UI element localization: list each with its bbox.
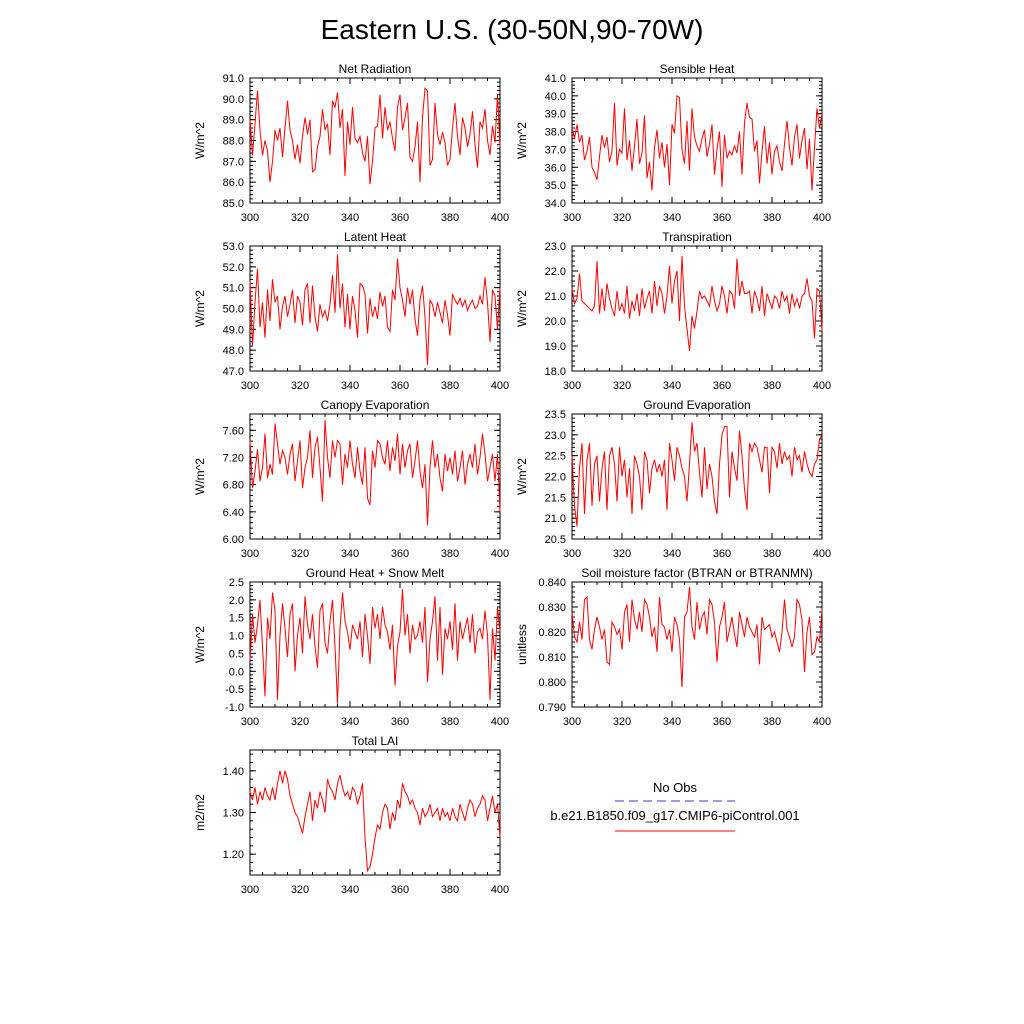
- chart-title: Soil moisture factor (BTRAN or BTRANMN): [581, 566, 813, 580]
- y-tick-label: 91.0: [222, 73, 244, 85]
- x-tick-label: 380: [440, 716, 460, 728]
- y-axis-label: W/m^2: [193, 290, 207, 327]
- y-tick-label: 2.0: [228, 594, 244, 607]
- x-tick-label: 300: [240, 380, 260, 392]
- y-axis-label: m2/m2: [193, 794, 207, 831]
- x-tick-label: 320: [612, 716, 632, 728]
- y-tick-label: 88.0: [222, 135, 244, 148]
- y-tick-label: 0.830: [538, 602, 566, 614]
- x-tick-label: 340: [340, 212, 360, 224]
- x-tick-label: 320: [290, 212, 310, 224]
- y-tick-label: 1.0: [228, 630, 244, 643]
- chart-title: Sensible Heat: [659, 62, 735, 76]
- x-tick-label: 340: [662, 548, 682, 560]
- chart-panel: [193, 230, 509, 392]
- series-line: [572, 256, 822, 351]
- y-tick-label: 0.0: [228, 666, 244, 679]
- y-tick-label: 7.20: [222, 452, 244, 465]
- y-tick-label: 0.5: [228, 648, 244, 661]
- x-tick-label: 380: [440, 548, 460, 560]
- y-tick-label: 0.840: [538, 577, 566, 589]
- y-axis-label: W/m^2: [193, 458, 207, 495]
- x-tick-label: 340: [662, 380, 682, 392]
- x-tick-label: 360: [712, 716, 732, 728]
- y-tick-label: -0.5: [225, 684, 244, 697]
- series-line: [250, 771, 500, 871]
- x-tick-label: 320: [290, 716, 310, 728]
- x-tick-label: 400: [490, 884, 510, 896]
- x-tick-label: 340: [340, 380, 360, 392]
- legend-obs-label: No Obs: [652, 780, 698, 795]
- y-tick-label: 22.5: [544, 450, 566, 463]
- x-tick-label: 360: [712, 380, 732, 392]
- y-tick-label: 49.0: [222, 324, 244, 337]
- y-tick-label: 0.790: [538, 702, 566, 714]
- legend: [550, 780, 799, 831]
- chart-panel: [193, 62, 509, 224]
- x-tick-label: 340: [340, 716, 360, 728]
- chart-title: Transpiration: [662, 230, 732, 244]
- x-tick-label: 320: [612, 380, 632, 392]
- y-tick-label: 86.0: [222, 177, 244, 190]
- y-tick-label: 51.0: [222, 282, 244, 295]
- y-tick-label: 1.30: [222, 807, 244, 820]
- chart-panel: [193, 734, 509, 896]
- chart-title: Net Radiation: [338, 62, 412, 76]
- y-tick-label: 1.5: [228, 612, 244, 625]
- chart-panel: [193, 398, 509, 560]
- series-line: [572, 422, 822, 526]
- y-tick-label: 1.20: [222, 849, 244, 862]
- x-tick-label: 380: [762, 212, 782, 224]
- chart-title: Canopy Evaporation: [320, 398, 430, 412]
- chart-panel: [515, 230, 831, 392]
- y-tick-label: 20.0: [544, 316, 566, 328]
- y-tick-label: 53.0: [222, 241, 244, 253]
- y-tick-label: 2.5: [228, 577, 244, 589]
- x-tick-label: 400: [490, 212, 510, 224]
- y-tick-label: 41.0: [544, 73, 566, 85]
- plot-frame: [250, 414, 500, 539]
- x-tick-label: 400: [812, 380, 832, 392]
- figure-title: Eastern U.S. (30-50N,90-70W): [320, 14, 704, 45]
- chart-panel: [515, 566, 831, 728]
- y-tick-label: 52.0: [222, 261, 244, 274]
- y-axis-label: W/m^2: [515, 122, 529, 159]
- y-tick-label: 39.0: [544, 108, 566, 121]
- y-tick-label: 36.0: [544, 162, 566, 175]
- y-tick-label: 20.5: [544, 534, 566, 546]
- x-tick-label: 380: [440, 212, 460, 224]
- x-tick-label: 300: [562, 548, 582, 560]
- chart-title: Latent Heat: [343, 230, 407, 244]
- x-tick-label: 320: [612, 548, 632, 560]
- x-tick-label: 380: [440, 380, 460, 392]
- plot-frame: [250, 582, 500, 707]
- y-tick-label: 23.5: [544, 409, 566, 421]
- x-tick-label: 300: [562, 380, 582, 392]
- x-tick-label: 400: [490, 548, 510, 560]
- y-tick-label: 21.0: [544, 291, 566, 303]
- y-tick-label: 0.800: [538, 677, 566, 689]
- series-line: [572, 96, 822, 191]
- x-tick-label: 360: [390, 212, 410, 224]
- x-tick-label: 300: [240, 548, 260, 560]
- legend-case-label: b.e21.B1850.f09_g17.CMIP6-piControl.001: [550, 808, 800, 823]
- y-tick-label: 0.810: [538, 652, 566, 664]
- chart-panel: [515, 62, 831, 224]
- x-tick-label: 360: [390, 380, 410, 392]
- x-tick-label: 300: [240, 716, 260, 728]
- y-tick-label: 22.0: [544, 266, 566, 278]
- y-tick-label: 19.0: [544, 341, 566, 353]
- x-tick-label: 300: [562, 212, 582, 224]
- y-tick-label: 48.0: [222, 345, 244, 358]
- chart-panel: [193, 566, 509, 728]
- y-tick-label: 47.0: [222, 366, 244, 378]
- y-axis-label: W/m^2: [193, 626, 207, 663]
- y-tick-label: -1.0: [225, 702, 244, 714]
- x-tick-label: 380: [762, 380, 782, 392]
- x-tick-label: 380: [762, 716, 782, 728]
- y-axis-label: W/m^2: [515, 290, 529, 327]
- x-tick-label: 360: [390, 716, 410, 728]
- x-tick-label: 400: [490, 716, 510, 728]
- x-tick-label: 300: [562, 716, 582, 728]
- x-tick-label: 400: [812, 212, 832, 224]
- x-tick-label: 400: [812, 548, 832, 560]
- y-tick-label: 38.0: [544, 126, 566, 139]
- x-tick-label: 320: [290, 380, 310, 392]
- y-tick-label: 21.0: [544, 513, 566, 526]
- plot-frame: [572, 414, 822, 539]
- y-tick-label: 89.0: [222, 114, 244, 127]
- chart-title: Ground Heat + Snow Melt: [305, 566, 445, 580]
- x-tick-label: 320: [290, 884, 310, 896]
- x-tick-label: 380: [762, 548, 782, 560]
- y-tick-label: 6.80: [222, 479, 244, 492]
- y-tick-label: 0.820: [538, 627, 566, 639]
- series-line: [572, 587, 822, 687]
- chart-panel: [515, 398, 831, 560]
- y-tick-label: 23.0: [544, 429, 566, 442]
- y-tick-label: 85.0: [222, 198, 244, 210]
- series-line: [250, 589, 500, 703]
- x-tick-label: 400: [490, 380, 510, 392]
- y-tick-label: 35.0: [544, 180, 566, 193]
- y-tick-label: 37.0: [544, 144, 566, 157]
- x-tick-label: 340: [340, 548, 360, 560]
- y-tick-label: 6.40: [222, 506, 244, 519]
- y-tick-label: 50.0: [222, 303, 244, 316]
- x-tick-label: 340: [340, 884, 360, 896]
- x-tick-label: 300: [240, 884, 260, 896]
- y-axis-label: W/m^2: [515, 458, 529, 495]
- y-tick-label: 6.00: [222, 534, 244, 546]
- y-tick-label: 18.0: [544, 366, 566, 378]
- y-tick-label: 23.0: [544, 241, 566, 253]
- plot-frame: [250, 78, 500, 203]
- series-line: [250, 420, 500, 525]
- y-tick-label: 34.0: [544, 198, 566, 210]
- y-axis-label: W/m^2: [193, 122, 207, 159]
- y-tick-label: 40.0: [544, 90, 566, 103]
- x-tick-label: 360: [390, 884, 410, 896]
- x-tick-label: 320: [612, 212, 632, 224]
- x-tick-label: 360: [712, 212, 732, 224]
- x-tick-label: 340: [662, 212, 682, 224]
- series-line: [250, 254, 500, 364]
- y-tick-label: 90.0: [222, 93, 244, 106]
- y-tick-label: 21.5: [544, 492, 566, 505]
- x-tick-label: 400: [812, 716, 832, 728]
- y-tick-label: 1.40: [222, 765, 244, 778]
- x-tick-label: 320: [290, 548, 310, 560]
- y-tick-label: 22.0: [544, 471, 566, 484]
- y-axis-label: unitless: [515, 624, 529, 665]
- x-tick-label: 360: [390, 548, 410, 560]
- x-tick-label: 360: [712, 548, 732, 560]
- y-tick-label: 87.0: [222, 156, 244, 169]
- chart-title: Ground Evaporation: [643, 398, 751, 412]
- x-tick-label: 300: [240, 212, 260, 224]
- series-line: [250, 88, 500, 184]
- y-tick-label: 7.60: [222, 425, 244, 438]
- x-tick-label: 340: [662, 716, 682, 728]
- x-tick-label: 380: [440, 884, 460, 896]
- chart-title: Total LAI: [351, 734, 399, 748]
